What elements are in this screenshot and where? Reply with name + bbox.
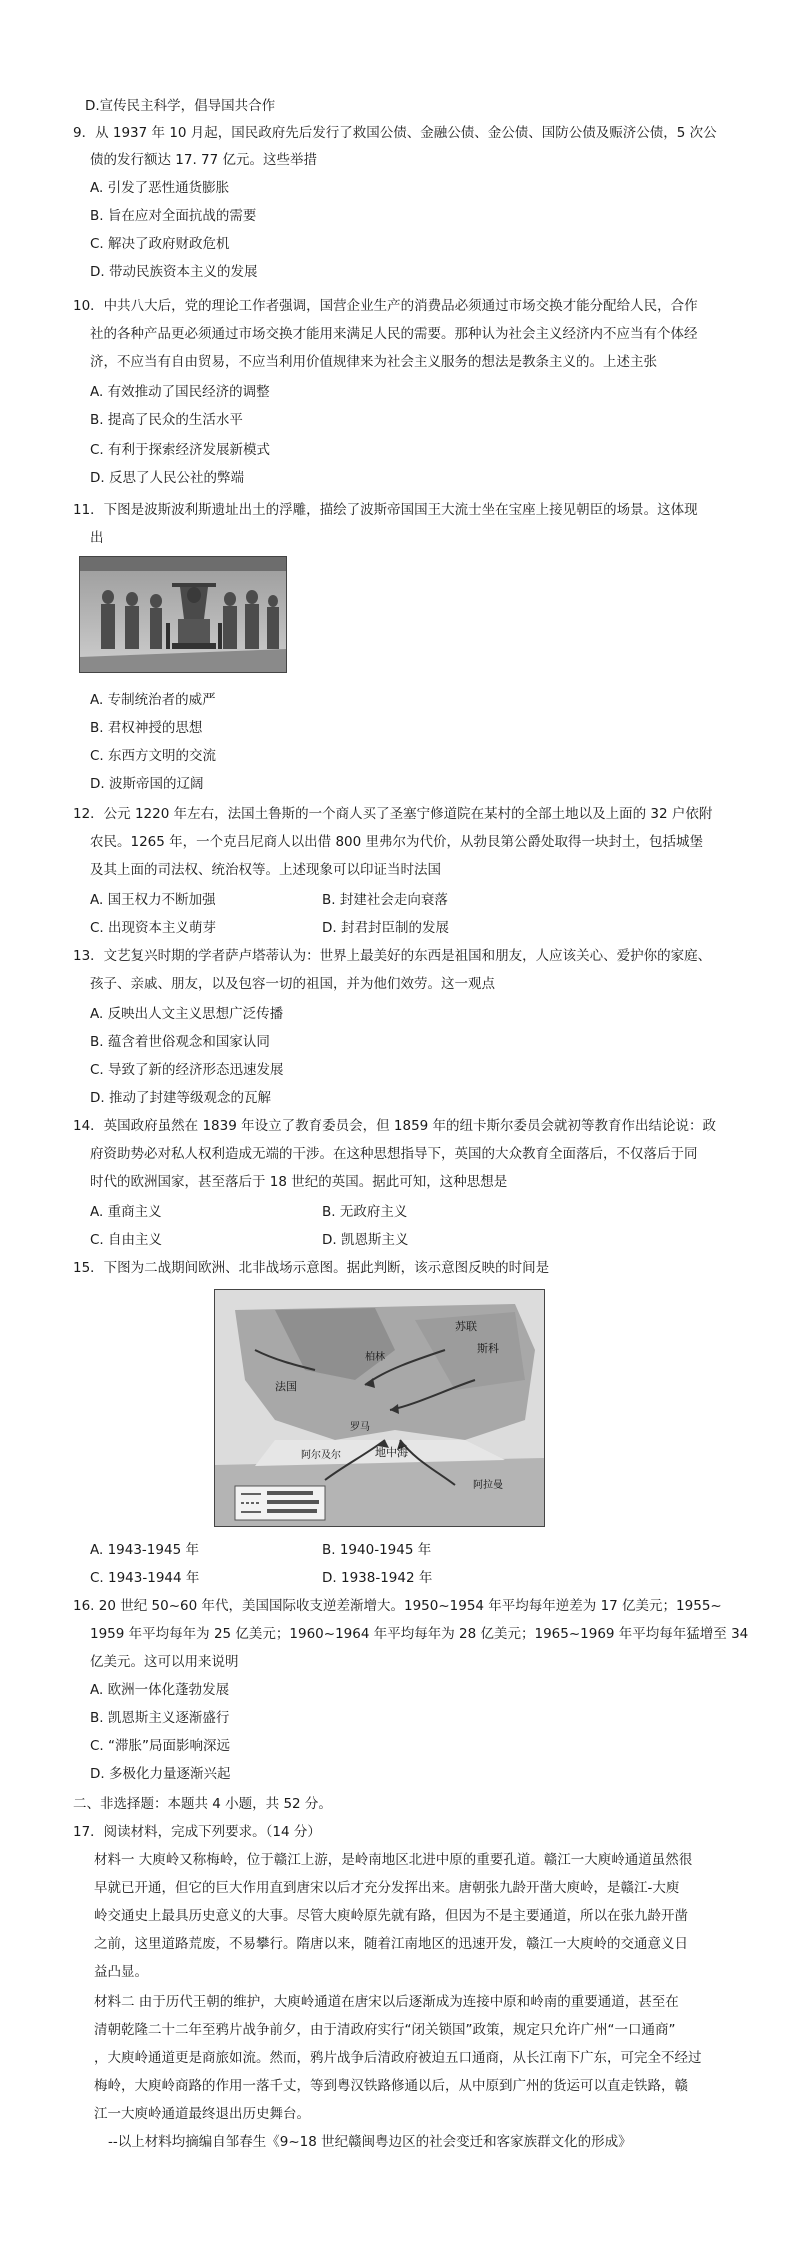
q14-option-a: A. 重商主义 (90, 1204, 162, 1220)
q17-source: --以上材料均摘编自邹春生《9~18 世纪赣闽粤边区的社会变迁和客家族群文化的形成》 (108, 2134, 632, 2150)
q12-stem-line3: 及其上面的司法权、统治权等。上述现象可以印证当时法国 (90, 862, 441, 878)
q10-stem-line3: 济，不应当有自由贸易，不应当利用价值规律来为社会主义服务的想法是教条主义的。上述主张 (90, 354, 657, 370)
q9-option-d: D. 带动民族资本主义的发展 (90, 264, 258, 280)
q13-option-c: C. 导致了新的经济形态迅速发展 (90, 1062, 284, 1078)
q9-option-a: A. 引发了恶性通货膨胀 (90, 180, 230, 196)
q12-option-c: C. 出现资本主义萌芽 (90, 920, 217, 936)
q10-option-b: B. 提高了民众的生活水平 (90, 412, 243, 428)
q15-option-a: A. 1943-1945 年 (90, 1542, 199, 1558)
q17-material1-line2: 早就已开通，但它的巨大作用直到唐宋以后才充分发挥出来。唐朝张九龄开凿大庾岭，是赣江-大庾 (94, 1880, 680, 1896)
q13-option-d: D. 推动了封建等级观念的瓦解 (90, 1090, 271, 1106)
q16-stem-line1: 16. 20 世纪 50~60 年代，美国国际收支逆差渐增大。1950~1954 年平均每年逆差为 17 亿美元；1955~ (73, 1598, 722, 1614)
map-illustration (215, 1290, 544, 1526)
q13-stem-line1: 13．文艺复兴时期的学者萨卢塔蒂认为：世界上最美好的东西是祖国和朋友，人应该关心、爱护你的家庭、 (73, 948, 712, 964)
q13-option-b: B. 蕴含着世俗观念和国家认同 (90, 1034, 270, 1050)
q9-option-c: C. 解决了政府财政危机 (90, 236, 230, 252)
q17-material2-line2: 清朝乾隆二十二年至鸦片战争前夕，由于清政府实行“闭关锁国”政策，规定只允许广州“一口通商” (94, 2022, 676, 2038)
q11-option-b: B. 君权神授的思想 (90, 720, 203, 736)
q12-option-a: A. 国王权力不断加强 (90, 892, 216, 908)
q14-option-d: D. 凯恩斯主义 (322, 1232, 409, 1248)
q17-material2-line5: 江一大庾岭通道最终退出历史舞台。 (94, 2106, 310, 2122)
q17-material2-line4: 梅岭，大庾岭商路的作用一落千丈，等到粤汉铁路修通以后，从中原到广州的货运可以直走铁路，赣 (94, 2078, 688, 2094)
q16-stem-line2: 1959 年平均每年为 25 亿美元；1960~1964 年平均每年为 28 亿美元；1965~1969 年平均每年猛增至 34 (90, 1626, 749, 1642)
q12-stem-line2: 农民。1265 年，一个克吕尼商人以出借 800 里弗尔为代价，从勃艮第公爵处取得一块封土，包括城堡 (90, 834, 703, 850)
map-label-france: 法国 (275, 1380, 297, 1393)
q13-stem-line2: 孩子、亲戚、朋友，以及包容一切的祖国，并为他们效劳。这一观点 (90, 976, 495, 992)
q10-option-a: A. 有效推动了国民经济的调整 (90, 384, 270, 400)
q17-material1-line5: 益凸显。 (94, 1964, 148, 1980)
map-label-el-alamein: 阿拉曼 (473, 1480, 503, 1491)
q15-stem: 15．下图为二战期间欧洲、北非战场示意图。据此判断，该示意图反映的时间是 (73, 1260, 550, 1276)
q14-option-c: C. 自由主义 (90, 1232, 163, 1248)
q13-option-a: A. 反映出人文主义思想广泛传播 (90, 1006, 284, 1022)
q8-option-d: D.宣传民主科学，倡导国共合作 (85, 98, 276, 114)
q9-stem-line1: 9．从 1937 年 10 月起，国民政府先后发行了救国公债、金融公债、金公债、国防公债及赈济公债，5 次公 (73, 125, 717, 141)
q15-option-b: B. 1940-1945 年 (322, 1542, 432, 1558)
map-label-rome: 罗马 (350, 1422, 370, 1433)
ww2-europe-north-africa-map (214, 1289, 545, 1527)
q16-option-a: A. 欧洲一体化蓬勃发展 (90, 1682, 230, 1698)
q16-option-d: D. 多极化力量逐渐兴起 (90, 1766, 231, 1782)
q11-option-a: A. 专制统治者的威严 (90, 692, 216, 708)
q11-option-c: C. 东西方文明的交流 (90, 748, 217, 764)
q17-material1-line4: 之前，这里道路荒废，不易攀行。隋唐以来，随着江南地区的迅速开发，赣江一大庾岭的交通意义日 (94, 1936, 688, 1952)
q14-stem-line2: 府资助势必对私人权利造成无端的干涉。在这种思想指导下，英国的大众教育全面落后，不仅落后于同 (90, 1146, 698, 1162)
q9-stem-line2: 债的发行额达 17. 77 亿元。这些举措 (90, 152, 318, 168)
q15-option-c: C. 1943-1944 年 (90, 1570, 200, 1586)
q12-option-d: D. 封君封臣制的发展 (322, 920, 449, 936)
q11-option-d: D. 波斯帝国的辽阔 (90, 776, 204, 792)
q16-option-b: B. 凯恩斯主义逐渐盛行 (90, 1710, 230, 1726)
q10-option-d: D. 反思了人民公社的弊端 (90, 470, 244, 486)
relief-illustration (80, 557, 286, 672)
q10-stem-line2: 社的各种产品更必须通过市场交换才能用来满足人民的需要。那种认为社会主义经济内不应当有个体经 (90, 326, 698, 342)
q10-option-c: C. 有利于探索经济发展新模式 (90, 442, 271, 458)
q9-option-b: B. 旨在应对全面抗战的需要 (90, 208, 257, 224)
q11-stem-line2: 出 (90, 530, 104, 546)
q17-title: 17．阅读材料，完成下列要求。（14 分） (73, 1824, 321, 1840)
q17-material2-line1: 材料二 由于历代王朝的维护，大庾岭通道在唐宋以后逐渐成为连接中原和岭南的重要通道，甚至在 (94, 1994, 679, 2010)
q14-option-b: B. 无政府主义 (322, 1204, 408, 1220)
map-label-moscow: 斯科 (477, 1342, 499, 1355)
q17-material1-line3: 岭交通史上最具历史意义的大事。尽管大庾岭原先就有路，但因为不是主要通道，所以在张九龄开凿 (94, 1908, 688, 1924)
q14-stem-line3: 时代的欧洲国家，甚至落后于 18 世纪的英国。据此可知，这种思想是 (90, 1174, 508, 1190)
map-label-algiers: 阿尔及尔 (301, 1450, 341, 1461)
q17-material1-line1: 材料一 大庾岭又称梅岭，位于赣江上游，是岭南地区北进中原的重要孔道。赣江一大庾岭通道虽然很 (94, 1852, 693, 1868)
q10-stem-line1: 10．中共八大后，党的理论工作者强调，国营企业生产的消费品必须通过市场交换才能分配给人民，合作 (73, 298, 698, 314)
q12-stem-line1: 12．公元 1220 年左右，法国土鲁斯的一个商人买了圣塞宁修道院在某村的全部土地以及上面的 32 户依附 (73, 806, 713, 822)
q16-stem-line3: 亿美元。这可以用来说明 (90, 1654, 239, 1670)
persepolis-relief-image (79, 556, 287, 673)
section-2-heading: 二、非选择题：本题共 4 小题，共 52 分。 (73, 1796, 332, 1812)
q15-option-d: D. 1938-1942 年 (322, 1570, 433, 1586)
q12-option-b: B. 封建社会走向衰落 (322, 892, 448, 908)
q11-stem-line1: 11．下图是波斯波利斯遗址出土的浮雕，描绘了波斯帝国国王大流士坐在宝座上接见朝臣的场景。这体现 (73, 502, 698, 518)
map-label-berlin: 柏林 (365, 1352, 385, 1363)
q14-stem-line1: 14．英国政府虽然在 1839 年设立了教育委员会，但 1859 年的纽卡斯尔委员会就初等教育作出结论说：政 (73, 1118, 717, 1134)
q17-material2-line3: ，大庾岭通道更是商旅如流。然而，鸦片战争后清政府被迫五口通商，从长江南下广东，可完全不经过 (94, 2050, 702, 2066)
map-label-ussr: 苏联 (455, 1320, 477, 1333)
q16-option-c: C. “滞胀”局面影响深远 (90, 1738, 230, 1754)
map-label-mediterranean: 地中海 (375, 1446, 408, 1459)
